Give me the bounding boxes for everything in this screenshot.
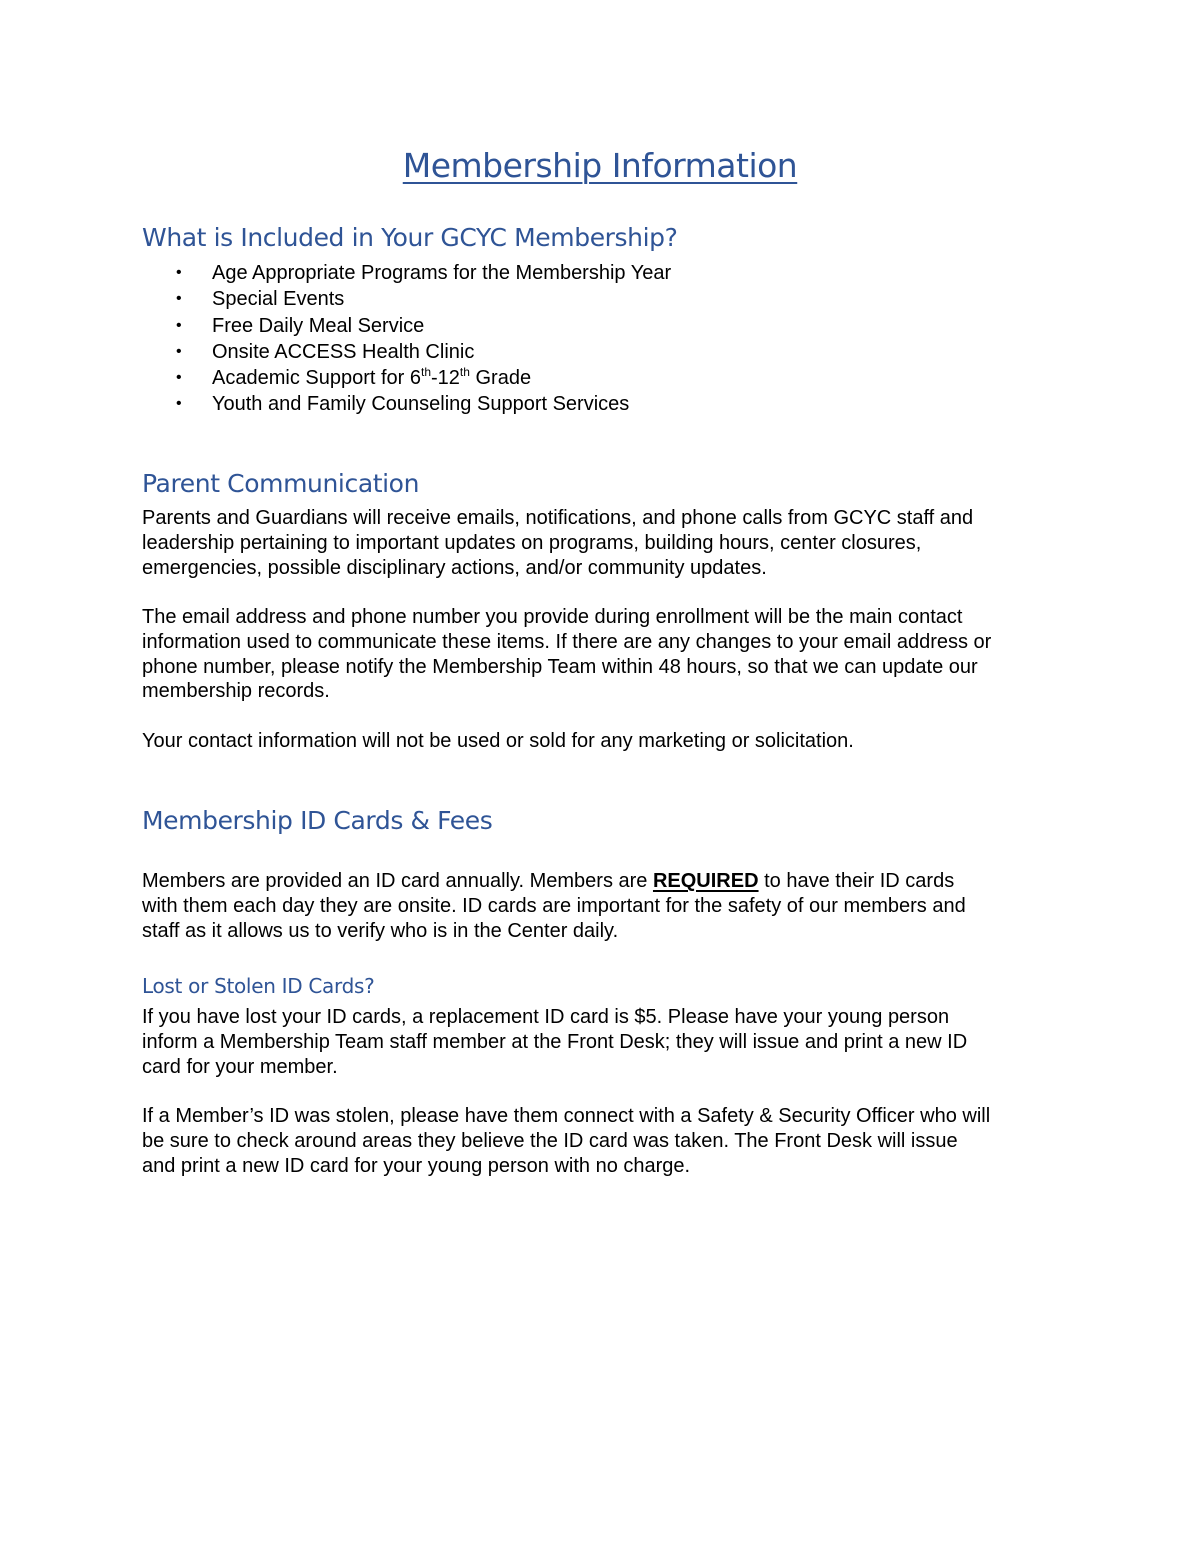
bullet-icon: • xyxy=(176,342,182,360)
id-cards-heading: Membership ID Cards & Fees xyxy=(142,806,493,835)
parent-communication-heading: Parent Communication xyxy=(142,469,420,498)
parent-communication-paragraph-1: Parents and Guardians will receive emails, notifications, and phone calls from GCYC staff and leadership pertaining to important updates on programs, building hours, center closures, emergencies, possible disciplinary actions, and/or community updates. xyxy=(142,507,974,579)
stolen-cards-paragraph: If a Member’s ID was stolen, please have them connect with a Safety & Security Officer who will be sure to check around areas they believe the ID card was taken. The Front Desk will issue and print a new ID card for your young person with no charge. xyxy=(142,1105,991,1177)
bullet-icon: • xyxy=(176,264,182,281)
required-emphasis: REQUIRED xyxy=(652,870,759,892)
included-heading: What is Included in Your GCYC Membership? xyxy=(142,223,678,252)
parent-communication-paragraph-3: Your contact information will not be used or sold for any marketing or solicitation. xyxy=(142,730,854,752)
bullet-icon: • xyxy=(176,316,182,334)
parent-communication-paragraph-2: The email address and phone number you provide during enrollment will be the main contact information used to communicate these items. If there are any changes to your email address or phone number, please notify the Membership Team within 48 hours, so that we can update our membership records. xyxy=(142,606,992,703)
lost-stolen-heading: Lost or Stolen ID Cards? xyxy=(142,974,375,998)
list-item-academic: • Academic Support for 6th-12th Grade xyxy=(176,365,532,390)
list-item: • Youth and Family Counseling Support Services xyxy=(176,393,630,416)
list-item: • Free Daily Meal Service xyxy=(176,314,425,337)
list-item: • Age Appropriate Programs for the Membership Year xyxy=(176,262,672,284)
bullet-icon: • xyxy=(176,369,182,387)
included-list xyxy=(142,260,671,418)
id-cards-paragraph: Members are provided an ID card annually. Members are REQUIRED to have their ID cards with them each day they are onsite. ID cards are important for the safety of our members and staff as it allows us to verify who is in the Center daily. xyxy=(142,870,966,942)
page-title-text: Membership Information xyxy=(402,146,798,185)
list-item: • Special Events xyxy=(176,288,345,311)
list-item: • Onsite ACCESS Health Clinic xyxy=(176,340,475,363)
page-title xyxy=(0,140,1200,192)
bullet-icon: • xyxy=(176,290,182,308)
lost-cards-paragraph: If you have lost your ID cards, a replacement ID card is $5. Please have your young person inform a Membership Team staff member at the Front Desk; they will issue and print a new ID card for your member. xyxy=(142,1006,968,1078)
bullet-icon: • xyxy=(176,395,182,413)
